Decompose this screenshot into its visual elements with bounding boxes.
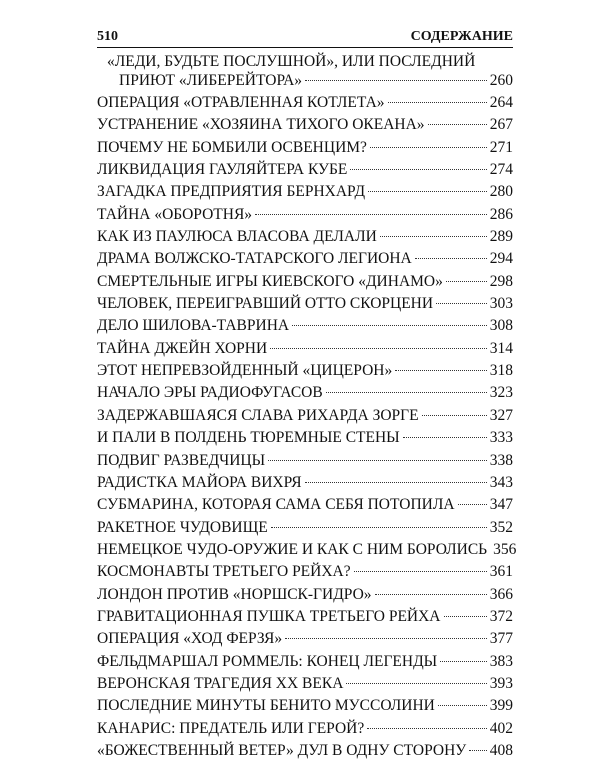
toc-entry	[97, 718, 513, 740]
toc-entry	[97, 137, 513, 159]
dot-leader	[354, 571, 487, 572]
dot-leader	[428, 124, 487, 125]
toc-entry-title: ОПЕРАЦИЯ «ХОД ФЕРЗЯ»	[97, 630, 283, 648]
toc-entry-title: КАК ИЗ ПАУЛЮСА ВЛАСОВА ДЕЛАЛИ	[97, 228, 377, 246]
dot-leader	[388, 102, 487, 103]
toc-entry-title: ПОДВИГ РАЗВЕДЧИЦЫ	[97, 451, 266, 469]
toc-entry	[97, 740, 513, 762]
toc-entry	[97, 248, 513, 270]
dot-leader	[375, 594, 487, 595]
toc-entry-title: И ПАЛИ В ПОЛДЕНЬ ТЮРЕМНЫЕ СТЕНЫ	[97, 429, 400, 447]
toc-entry	[97, 181, 513, 203]
toc-entry	[97, 628, 513, 650]
toc-entry-title: НАЧАЛО ЭРЫ РАДИОФУГАСОВ	[97, 384, 323, 402]
toc-entry-page: 298	[489, 272, 513, 290]
toc-entry	[97, 271, 513, 293]
toc-entry-page: 408	[489, 741, 513, 759]
toc-entry	[97, 695, 513, 717]
dot-leader	[370, 147, 487, 148]
dot-leader	[368, 191, 487, 192]
toc-entry-page: 267	[489, 116, 513, 134]
toc-entry-title: РАДИСТКА МАЙОРА ВИХРЯ	[97, 473, 302, 491]
toc-entry-page: 264	[489, 94, 513, 111]
toc-entry-page: 352	[489, 518, 513, 536]
dot-leader	[469, 750, 486, 751]
dot-leader	[285, 638, 487, 639]
toc-entry-page: 383	[489, 652, 513, 670]
running-header	[97, 23, 513, 48]
toc-entry-page: 271	[489, 138, 513, 156]
toc-entry	[97, 114, 513, 136]
dot-leader	[422, 415, 487, 416]
dot-leader	[395, 370, 487, 371]
dot-leader	[367, 728, 487, 729]
toc-entry-title: ЛОНДОН ПРОТИВ «НОРШСК-ГИДРО»	[97, 585, 372, 603]
toc-entry-title: СУБМАРИНА, КОТОРАЯ САМА СЕБЯ ПОТОПИЛА	[97, 496, 455, 514]
toc-entry-title: «БОЖЕСТВЕННЫЙ ВЕТЕР» ДУЛ В ОДНУ СТОРОНУ	[97, 741, 467, 759]
table-of-contents	[97, 52, 517, 762]
toc-entry	[97, 517, 513, 539]
toc-entry-title: ТАЙНА ДЖЕЙН ХОРНИ	[97, 339, 268, 357]
toc-entry-page: 356	[493, 540, 517, 558]
dot-leader	[446, 281, 487, 282]
toc-entry-title: ПОЧЕМУ НЕ БОМБИЛИ ОСВЕНЦИМ?	[97, 138, 367, 156]
toc-entry	[97, 204, 513, 226]
toc-entry-title: УСТРАНЕНИЕ «ХОЗЯИНА ТИХОГО ОКЕАНА»	[97, 116, 425, 134]
toc-entry-title: РАКЕТНОЕ ЧУДОВИЩЕ	[97, 518, 268, 536]
toc-entry-page: 318	[489, 362, 513, 380]
toc-entry-page: 314	[489, 339, 513, 357]
dot-leader	[350, 169, 486, 170]
toc-entry-title: СМЕРТЕЛЬНЫЕ ИГРЫ КИЕВСКОГО «ДИНАМО»	[97, 272, 443, 290]
dot-leader	[444, 616, 487, 617]
toc-entry	[97, 539, 517, 561]
toc-entry-page: 327	[489, 406, 513, 424]
section-title: СОДЕРЖАНИЕ	[410, 29, 513, 44]
toc-entry-page: 260	[489, 72, 513, 89]
toc-entry-title-line2-row	[97, 71, 513, 92]
toc-entry-title: ФЕЛЬДМАРШАЛ РОММЕЛЬ: КОНЕЦ ЛЕГЕНДЫ	[97, 652, 438, 670]
toc-entry-title: ЧЕЛОВЕК, ПЕРЕИГРАВШИЙ ОТТО СКОРЦЕНИ	[97, 295, 434, 313]
toc-entry-title: ЗАДЕРЖАВШАЯСЯ СЛАВА РИХАРДА ЗОРГЕ	[97, 406, 419, 424]
dot-leader	[403, 437, 487, 438]
page-number: 510	[97, 29, 118, 44]
toc-entry-page: 343	[489, 473, 513, 491]
toc-entry-title: ЛИКВИДАЦИЯ ГАУЛЯЙТЕРА КУБЕ	[97, 161, 348, 179]
toc-entry-title: ЗАГАДКА ПРЕДПРИЯТИЯ БЕРНХАРД	[97, 183, 366, 201]
toc-entry	[97, 382, 513, 404]
dot-leader	[305, 80, 487, 81]
toc-entry-title: ОПЕРАЦИЯ «ОТРАВЛЕННАЯ КОТЛЕТА»	[97, 94, 385, 111]
dot-leader	[255, 214, 487, 215]
dot-leader	[440, 661, 487, 662]
toc-entry-title: ТАЙНА «ОБОРОТНЯ»	[97, 205, 253, 223]
toc-entry-list	[97, 92, 517, 762]
toc-entry	[97, 427, 513, 449]
toc-entry-multiline	[97, 52, 513, 92]
toc-entry-page: 361	[489, 563, 513, 581]
toc-entry-title-line1: «ЛЕДИ, БУДЬТЕ ПОСЛУШНОЙ», ИЛИ ПОСЛЕДНИЙ	[107, 53, 476, 70]
toc-entry-page: 372	[489, 607, 513, 625]
toc-entry	[97, 226, 513, 248]
toc-entry-page: 280	[489, 183, 513, 201]
toc-entry	[97, 472, 513, 494]
toc-entry-page: 399	[489, 697, 513, 715]
dot-leader	[268, 460, 487, 461]
toc-entry-page: 308	[489, 317, 513, 335]
toc-entry-title: ВЕРОНСКАЯ ТРАГЕДИЯ XX ВЕКА	[97, 674, 344, 692]
dot-leader	[326, 392, 487, 393]
toc-entry-page: 303	[489, 295, 513, 313]
toc-entry-page: 294	[489, 250, 513, 268]
toc-entry-title: ПОСЛЕДНИЕ МИНУТЫ БЕНИТО МУССОЛИНИ	[97, 697, 435, 715]
toc-entry	[97, 405, 513, 427]
toc-entry	[97, 360, 513, 382]
toc-entry	[97, 450, 513, 472]
toc-entry	[97, 561, 513, 583]
toc-entry-title-line2: ПРИЮТ «ЛИБЕРЕЙТОРА»	[119, 72, 303, 89]
dot-leader	[346, 683, 486, 684]
toc-entry-title: НЕМЕЦКОЕ ЧУДО-ОРУЖИЕ И КАК С НИМ БОРОЛИСЬ	[97, 540, 488, 558]
toc-entry-page: 377	[489, 630, 513, 648]
toc-entry	[97, 494, 513, 516]
toc-entry	[97, 606, 513, 628]
toc-entry-page: 289	[489, 228, 513, 246]
toc-entry	[97, 651, 513, 673]
toc-entry-page: 338	[489, 451, 513, 469]
toc-entry-title: ДРАМА ВОЛЖСКО-ТАТАРСКОГО ЛЕГИОНА	[97, 250, 412, 268]
dot-leader	[436, 303, 487, 304]
toc-entry	[97, 92, 513, 114]
toc-entry-title: КОСМОНАВТЫ ТРЕТЬЕГО РЕЙХА?	[97, 563, 351, 581]
toc-entry	[97, 673, 513, 695]
toc-entry	[97, 159, 513, 181]
toc-entry-page: 286	[489, 205, 513, 223]
dot-leader	[305, 482, 487, 483]
toc-entry-title: ГРАВИТАЦИОННАЯ ПУШКА ТРЕТЬЕГО РЕЙХА	[97, 607, 441, 625]
toc-entry-title: ЭТОТ НЕПРЕВЗОЙДЕННЫЙ «ЦИЦЕРОН»	[97, 362, 393, 380]
toc-entry	[97, 315, 513, 337]
toc-entry-page: 274	[489, 161, 513, 179]
toc-entry-page: 323	[489, 384, 513, 402]
toc-entry-page: 393	[489, 674, 513, 692]
dot-leader	[438, 705, 487, 706]
dot-leader	[380, 236, 487, 237]
dot-leader	[458, 504, 487, 505]
dot-leader	[292, 325, 487, 326]
dot-leader	[271, 527, 487, 528]
toc-entry-page: 333	[489, 429, 513, 447]
toc-entry-title: КАНАРИС: ПРЕДАТЕЛЬ ИЛИ ГЕРОЙ?	[97, 719, 365, 737]
dot-leader	[270, 348, 487, 349]
toc-entry	[97, 584, 513, 606]
dot-leader	[415, 258, 487, 259]
toc-entry-title: ДЕЛО ШИЛОВА-ТАВРИНА	[97, 317, 290, 335]
toc-entry-page: 347	[489, 496, 513, 514]
toc-entry	[97, 338, 513, 360]
toc-entry-page: 402	[489, 719, 513, 737]
toc-entry	[97, 293, 513, 315]
toc-entry-page: 366	[489, 585, 513, 603]
